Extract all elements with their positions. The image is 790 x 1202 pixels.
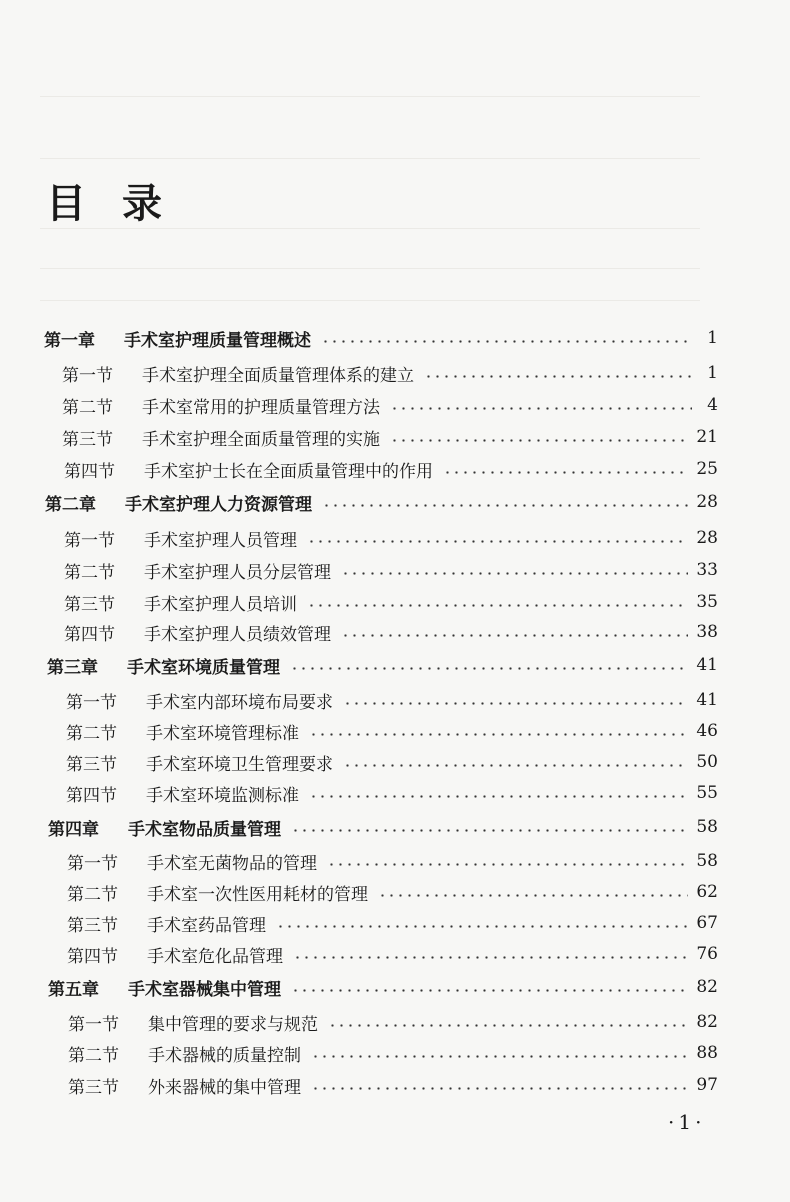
toc-entry-page-number: 38 (696, 622, 718, 642)
toc-entry-label: 第四节 (66, 785, 117, 806)
dot-leader (341, 634, 688, 637)
dot-leader (378, 894, 688, 897)
toc-entry-heading: 手术室环境卫生管理要求 (146, 754, 333, 775)
toc-entry-page-number: 55 (696, 783, 718, 803)
toc-entry-label: 第四节 (67, 946, 118, 967)
dot-leader (343, 764, 688, 767)
dot-leader (328, 1024, 688, 1027)
toc-section-entry[interactable] (62, 391, 718, 419)
toc-entry-label: 第五章 (48, 979, 99, 1000)
dot-leader (311, 1055, 688, 1058)
toc-entry-label: 第三节 (67, 915, 118, 936)
toc-entry-heading: 手术室物品质量管理 (128, 819, 281, 840)
dot-leader (309, 733, 688, 736)
toc-entry-label: 第二节 (62, 397, 113, 418)
dot-leader (424, 375, 692, 378)
toc-entry-label: 第一节 (62, 365, 113, 386)
dot-leader (321, 340, 692, 343)
toc-entry-heading: 手术室常用的护理质量管理方法 (142, 397, 380, 418)
toc-entry-heading: 手术室危化品管理 (147, 946, 283, 967)
toc-entry-heading: 手术室护理人力资源管理 (125, 494, 312, 515)
dot-leader (291, 829, 688, 832)
toc-chapter-entry[interactable] (44, 324, 718, 352)
toc-entry-heading: 手术室药品管理 (147, 915, 266, 936)
dot-leader (307, 540, 688, 543)
toc-entry-page-number: 28 (696, 492, 718, 512)
toc-entry-label: 第一节 (68, 1014, 119, 1035)
toc-section-entry[interactable] (62, 359, 718, 387)
toc-entry-page-number: 97 (696, 1075, 718, 1095)
toc-entry-page-number: 41 (696, 690, 718, 710)
toc-entry-page-number: 4 (707, 395, 718, 415)
toc-entry-label: 第二节 (66, 723, 117, 744)
toc-entry-page-number: 25 (696, 459, 718, 479)
toc-entry-page-number: 76 (696, 944, 718, 964)
toc-entry-heading: 手术室环境管理标准 (146, 723, 299, 744)
toc-entry-heading: 手术室一次性医用耗材的管理 (147, 884, 368, 905)
toc-entry-label: 第一节 (64, 530, 115, 551)
dot-leader (293, 956, 688, 959)
toc-entry-heading: 手术室无菌物品的管理 (147, 853, 317, 874)
dot-leader (390, 439, 688, 442)
toc-entry-label: 第四章 (48, 819, 99, 840)
toc-entry-label: 第三节 (66, 754, 117, 775)
toc-chapter-entry[interactable] (45, 488, 718, 516)
page-number: ·1· (668, 1110, 706, 1134)
toc-entry-heading: 手术室护理质量管理概述 (124, 330, 311, 351)
toc-entry-heading: 手术室器械集中管理 (128, 979, 281, 1000)
toc-entry-label: 第三节 (64, 594, 115, 615)
toc-section-entry[interactable] (64, 618, 718, 646)
toc-entry-page-number: 82 (696, 977, 718, 997)
toc-section-entry[interactable] (67, 940, 718, 968)
toc-entry-label: 第三章 (47, 657, 98, 678)
toc-section-entry[interactable] (62, 423, 718, 451)
toc-entry-heading: 手术室护理全面质量管理的实施 (142, 429, 380, 450)
toc-entry-page-number: 21 (696, 427, 718, 447)
toc-section-entry[interactable] (68, 1008, 718, 1036)
dot-leader (307, 604, 688, 607)
toc-section-entry[interactable] (68, 1071, 718, 1099)
toc-entry-page-number: 33 (696, 560, 718, 580)
toc-section-entry[interactable] (66, 779, 718, 807)
dot-leader (290, 667, 688, 670)
toc-entry-page-number: 67 (696, 913, 718, 933)
toc-section-entry[interactable] (67, 909, 718, 937)
toc-entry-page-number: 88 (696, 1043, 718, 1063)
toc-section-entry[interactable] (64, 556, 718, 584)
toc-entry-heading: 手术室护理全面质量管理体系的建立 (142, 365, 414, 386)
toc-entry-heading: 手术室护理人员培训 (144, 594, 297, 615)
toc-entry-page-number: 28 (696, 528, 718, 548)
toc-entry-page-number: 82 (696, 1012, 718, 1032)
toc-entry-page-number: 1 (707, 363, 718, 383)
toc-entry-label: 第四节 (64, 461, 115, 482)
dot-leader (309, 795, 688, 798)
toc-chapter-entry[interactable] (47, 651, 718, 679)
toc-section-entry[interactable] (66, 686, 718, 714)
toc-entry-heading: 手术室内部环境布局要求 (146, 692, 333, 713)
toc-entry-heading: 集中管理的要求与规范 (148, 1014, 318, 1035)
dot-leader (341, 572, 688, 575)
toc-entry-label: 第二节 (64, 562, 115, 583)
toc-entry-heading: 手术器械的质量控制 (148, 1045, 301, 1066)
toc-entry-heading: 手术室护士长在全面质量管理中的作用 (144, 461, 433, 482)
toc-entry-label: 第一节 (66, 692, 117, 713)
toc-entry-label: 第二节 (68, 1045, 119, 1066)
toc-entry-heading: 手术室环境质量管理 (127, 657, 280, 678)
dot-leader (276, 925, 688, 928)
toc-entry-label: 第三节 (68, 1077, 119, 1098)
toc-entry-page-number: 58 (696, 817, 718, 837)
dot-leader (327, 863, 688, 866)
toc-entry-label: 第四节 (64, 624, 115, 645)
toc-entry-label: 第一章 (44, 330, 95, 351)
dot-leader (390, 407, 692, 410)
toc-section-entry[interactable] (67, 878, 718, 906)
toc-section-entry[interactable] (68, 1039, 718, 1067)
toc-section-entry[interactable] (66, 748, 718, 776)
toc-section-entry[interactable] (67, 847, 718, 875)
toc-entry-page-number: 1 (707, 328, 718, 348)
toc-entry-page-number: 62 (696, 882, 718, 902)
dot-leader (443, 471, 688, 474)
toc-section-entry[interactable] (66, 717, 718, 745)
toc-section-entry[interactable] (64, 524, 718, 552)
toc-chapter-entry[interactable] (48, 813, 718, 841)
toc-chapter-entry[interactable] (48, 973, 718, 1001)
dot-leader (291, 989, 688, 992)
toc-section-entry[interactable] (64, 588, 718, 616)
toc-entry-label: 第一节 (67, 853, 118, 874)
toc-entry-heading: 手术室护理人员分层管理 (144, 562, 331, 583)
toc-entry-page-number: 58 (696, 851, 718, 871)
toc-entry-label: 第二节 (67, 884, 118, 905)
page-title: 目录 (46, 181, 198, 227)
dot-leader (311, 1087, 688, 1090)
toc-entry-heading: 手术室护理人员绩效管理 (144, 624, 331, 645)
toc-section-entry[interactable] (64, 455, 718, 483)
toc-entry-heading: 手术室环境监测标准 (146, 785, 299, 806)
dot-leader (343, 702, 688, 705)
toc-entry-page-number: 41 (696, 655, 718, 675)
toc-entry-page-number: 35 (696, 592, 718, 612)
toc-entry-page-number: 46 (696, 721, 718, 741)
toc-entry-label: 第二章 (45, 494, 96, 515)
toc-entry-page-number: 50 (696, 752, 718, 772)
dot-leader (322, 504, 688, 507)
toc-entry-heading: 手术室护理人员管理 (144, 530, 297, 551)
toc-entry-heading: 外来器械的集中管理 (148, 1077, 301, 1098)
toc-entry-label: 第三节 (62, 429, 113, 450)
